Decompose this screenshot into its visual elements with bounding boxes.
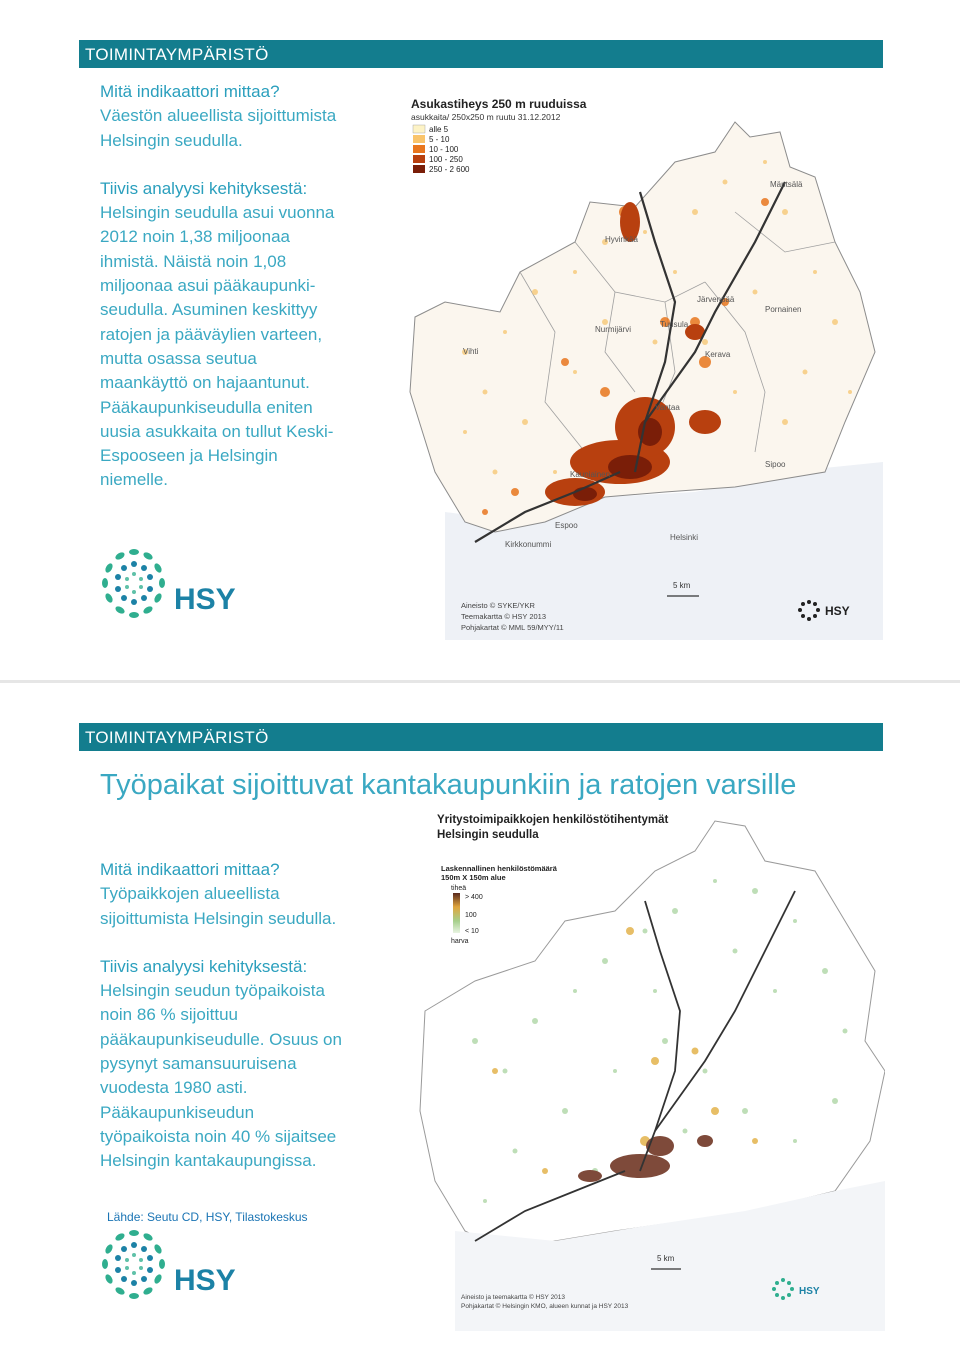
- analysis-line: Pääkaupunkiseudun: [100, 1102, 255, 1122]
- place-label: Mäntsälä: [770, 180, 803, 189]
- legend-gradient: [453, 893, 460, 933]
- svg-text:tiheä: tiheä: [451, 885, 467, 892]
- legend-swatch: [413, 135, 425, 143]
- analysis-heading: Tiivis analyysi kehityksestä:: [100, 956, 308, 976]
- place-label: Kauniainen: [570, 470, 611, 479]
- analysis-line: ratojen ja pääväylien varteen,: [100, 324, 323, 344]
- hsy-logo: [96, 1227, 236, 1303]
- svg-text:150m X 150m alue: 150m X 150m alue: [441, 873, 506, 882]
- section-header: TOIMINTAYMPÄRISTÖ: [79, 723, 883, 751]
- place-label: Vantaa: [655, 403, 680, 412]
- place-label: Nurmijärvi: [595, 325, 631, 334]
- analysis-heading: Tiivis analyysi kehityksestä:: [100, 178, 308, 198]
- slide-2: [0, 683, 960, 1367]
- analysis-line: Helsingin kantakaupungissa.: [100, 1151, 317, 1171]
- place-label: Tuusula: [660, 320, 689, 329]
- place-label: Kerava: [705, 350, 731, 359]
- svg-text:Laskennallinen henkilöstömäärä: Laskennallinen henkilöstömäärä: [441, 864, 557, 873]
- legend-swatch: [413, 165, 425, 173]
- question-heading: Mitä indikaattori mittaa?: [100, 82, 280, 101]
- question-line: sijoittumista Helsingin seudulla.: [100, 908, 337, 928]
- place-label: Vihti: [463, 347, 479, 356]
- svg-text:< 10: < 10: [465, 928, 479, 935]
- slide-1: [0, 0, 960, 680]
- logo-text: HSY: [174, 1264, 236, 1297]
- legend-label: 250 - 2 600: [429, 165, 470, 174]
- svg-text:Aineisto ja teemakartta © HSY: Aineisto ja teemakartta © HSY 2013: [461, 1294, 566, 1301]
- legend-swatch: [413, 125, 425, 133]
- workplace-density-map: [415, 811, 885, 1331]
- svg-text:Pohjakartat © MML 59/MYY/11: Pohjakartat © MML 59/MYY/11: [461, 623, 564, 632]
- svg-text:5 km: 5 km: [673, 581, 691, 590]
- place-label: Hyvinkää: [605, 235, 638, 244]
- place-label: Pornainen: [765, 305, 802, 314]
- map-title-line: Yritystoimipaikkojen henkilöstötihentymät: [437, 814, 669, 826]
- analysis-line: Helsingin seudun työpaikoista: [100, 981, 325, 1001]
- analysis-line: Espooseen ja Helsingin: [100, 446, 278, 466]
- svg-text:Pohjakartat © Helsingin KMO, a: Pohjakartat © Helsingin KMO, alueen kunnat ja HSY 2013: [461, 1303, 629, 1310]
- legend-label: alle 5: [429, 125, 449, 134]
- svg-text:100: 100: [465, 912, 477, 919]
- place-label: Helsinki: [670, 533, 699, 542]
- map-title-line: Helsingin seudulla: [437, 829, 539, 841]
- legend-label: 5 - 10: [429, 135, 450, 144]
- analysis-line: niemelle.: [100, 470, 169, 490]
- analysis-line: uusia asukkaita on tullut Keski-: [100, 421, 334, 441]
- text-block: [100, 858, 400, 1174]
- map-subtitle: asukkaita/ 250x250 m ruutu 31.12.2012: [411, 112, 561, 122]
- svg-text:5 km: 5 km: [657, 1254, 675, 1263]
- place-label: Järvenpää: [697, 295, 735, 304]
- logo-text: HSY: [174, 583, 236, 616]
- section-header: TOIMINTAYMPÄRISTÖ: [79, 40, 883, 68]
- svg-text:Aineisto © SYKE/YKR: Aineisto © SYKE/YKR: [461, 601, 535, 610]
- logo-dots-icon: [102, 549, 165, 618]
- question-line: Työpaikkojen alueellista: [100, 884, 280, 904]
- svg-text:harva: harva: [451, 938, 469, 945]
- analysis-line: vuodesta 1980 asti.: [100, 1078, 248, 1098]
- slide-title: Työpaikat sijoittuvat kantakaupunkiin ja ratojen varsille: [100, 769, 797, 801]
- svg-text:HSY: HSY: [799, 1286, 820, 1297]
- question-heading: Mitä indikaattori mittaa?: [100, 860, 280, 879]
- analysis-line: työpaikoista noin 40 % sijaitsee: [100, 1126, 337, 1146]
- svg-text:HSY: HSY: [825, 604, 850, 618]
- analysis-line: mutta osassa seutua: [100, 348, 257, 368]
- place-label: Espoo: [555, 521, 578, 530]
- analysis-line: 2012 noin 1,38 miljoonaa: [100, 227, 290, 247]
- analysis-line: pääkaupunkiseudulle. Osuus on: [100, 1029, 342, 1049]
- analysis-line: ihmistä. Näistä noin 1,08: [100, 251, 287, 271]
- population-density-map: [405, 92, 883, 640]
- map-title: Asukastiheys 250 m ruuduissa: [411, 97, 587, 111]
- hsy-logo: [96, 546, 236, 622]
- legend-swatch: [413, 145, 425, 153]
- svg-text:> 400: > 400: [465, 894, 483, 901]
- question-line: Helsingin seudulla.: [100, 130, 243, 150]
- legend-label: 100 - 250: [429, 155, 463, 164]
- legend-swatch: [413, 155, 425, 163]
- logo-dots-icon: [102, 1230, 165, 1299]
- analysis-line: Helsingin seudulla asui vuonna: [100, 203, 335, 223]
- text-block: [100, 80, 400, 493]
- svg-text:Teemakartta © HSY 2013: Teemakartta © HSY 2013: [461, 612, 547, 621]
- legend-label: 10 - 100: [429, 145, 459, 154]
- analysis-line: maankäyttö on hajaantunut.: [100, 373, 310, 393]
- analysis-line: pysynyt samansuuruisena: [100, 1054, 297, 1074]
- analysis-line: noin 86 % sijoittuu: [100, 1005, 238, 1025]
- analysis-line: Pääkaupunkiseudulla eniten: [100, 397, 313, 417]
- analysis-line: miljoonaa asui pääkaupunki-: [100, 276, 316, 296]
- place-label: Sipoo: [765, 460, 786, 469]
- place-label: Kirkkonummi: [505, 540, 552, 549]
- source-note: Lähde: Seutu CD, HSY, Tilastokeskus: [107, 1210, 308, 1224]
- analysis-line: seudulla. Asuminen keskittyy: [100, 300, 318, 320]
- question-line: Väestön alueellista sijoittumista: [100, 106, 337, 126]
